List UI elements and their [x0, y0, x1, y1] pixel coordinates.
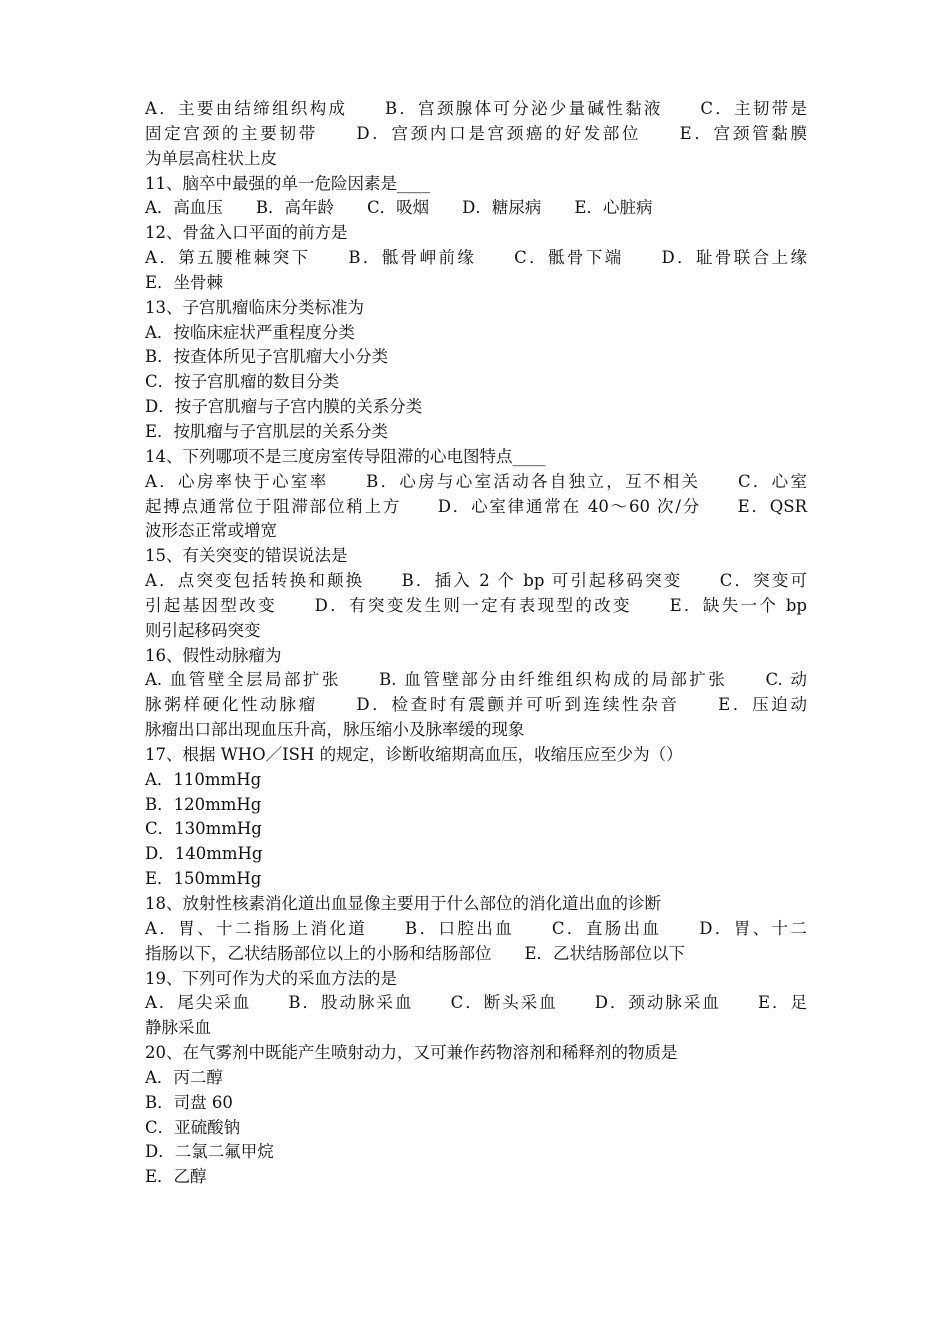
text-line: A．心房率快于心室率 B．心房与心室活动各自独立，互不相关 C．心室 [145, 471, 807, 491]
text-line: B．按查体所见子宫肌瘤大小分类 [145, 347, 389, 367]
text-line: 17、根据 WHO／ISH 的规定，诊断收缩期高血压，收缩压应至少为（） [145, 744, 683, 764]
text-line: 指肠以下，乙状结肠部位以上的小肠和结肠部位 E．乙状结肠部位以下 [145, 943, 686, 963]
text-line: C．130mmHg [145, 819, 262, 839]
text-line: 引起基因型改变 D．有突变发生则一定有表现型的改变 E．缺失一个 bp [145, 595, 807, 615]
text-line: C．亚硫酸钠 [145, 1117, 241, 1137]
text-line: A．110mmHg [145, 769, 262, 789]
text-line: 11、脑卒中最强的单一危险因素是____ [145, 173, 430, 193]
text-line: B．120mmHg [145, 794, 262, 814]
text-line: A．尾尖采血 B．股动脉采血 C．断头采血 D．颈动脉采血 E．足 [145, 993, 807, 1013]
text-line: 14、下列哪项不是三度房室传导阻滞的心电图特点____ [145, 446, 546, 466]
text-line: E．150mmHg [145, 869, 262, 889]
text-line: A. 血管壁全层局部扩张 B. 血管壁部分由纤维组织构成的局部扩张 C. 动 [145, 670, 807, 690]
text-line: A．高血压 B．高年龄 C．吸烟 D．糖尿病 E．心脏病 [145, 198, 653, 218]
text-line: D．140mmHg [145, 844, 263, 864]
text-line: 脉瘤出口部出现血压升高，脉压缩小及脉率缓的现象 [145, 720, 525, 740]
text-line: 则引起移码突变 [145, 620, 261, 640]
text-line: 静脉采血 [145, 1018, 211, 1038]
text-line: 19、下列可作为犬的采血方法的是 [145, 968, 397, 988]
text-line: D．按子宫肌瘤与子宫内膜的关系分类 [145, 397, 423, 417]
text-line: A．主要由结缔组织构成 B．宫颈腺体可分泌少量碱性黏液 C．主韧带是 [145, 99, 807, 118]
text-line: 18、放射性核素消化道出血显像主要用于什么部位的消化道出血的诊断 [145, 894, 661, 913]
text-line: A．按临床症状严重程度分类 [145, 322, 355, 342]
text-line: E．坐骨棘 [145, 272, 224, 292]
text-line: 20、在气雾剂中既能产生喷射动力，又可兼作药物溶剂和稀释剂的物质是 [145, 1043, 678, 1063]
text-line: 16、假性动脉瘤为 [145, 645, 282, 665]
text-line: A．胃、十二指肠上消化道 B．口腔出血 C．直肠出血 D．胃、十二 [145, 918, 807, 938]
text-line: 15、有关突变的错误说法是 [145, 546, 348, 566]
text-line: A．丙二醇 [145, 1067, 223, 1087]
text-line: 为单层高柱状上皮 [145, 148, 277, 168]
text-line: A．第五腰椎棘突下 B．骶骨岬前缘 C．骶骨下端 D．耻骨联合上缘 [145, 248, 807, 268]
text-line: E．按肌瘤与子宫肌层的关系分类 [145, 421, 389, 441]
text-line: 波形态正常或增宽 [145, 521, 277, 541]
text-line: 12、骨盆入口平面的前方是 [145, 223, 348, 243]
text-line: 起搏点通常位于阻滞部位稍上方 D．心室律通常在 40～60 次/分 E．QSR [145, 496, 807, 516]
text-line: 13、子宫肌瘤临床分类标准为 [145, 297, 364, 317]
text-line: 脉粥样硬化性动脉瘤 D．检查时有震颤并可听到连续性杂音 E．压迫动 [145, 695, 807, 715]
text-line: E．乙醇 [145, 1167, 207, 1187]
text-line: 固定宫颈的主要韧带 D．宫颈内口是宫颈癌的好发部位 E．宫颈管黏膜 [145, 123, 807, 143]
text-line: B．司盘 60 [145, 1092, 233, 1112]
text-line: A．点突变包括转换和颠换 B．插入 2 个 bp 可引起移码突变 C．突变可 [145, 571, 807, 591]
document-body [145, 97, 807, 1190]
text-line: C．按子宫肌瘤的数目分类 [145, 372, 340, 392]
text-line: D．二氯二氟甲烷 [145, 1142, 274, 1162]
